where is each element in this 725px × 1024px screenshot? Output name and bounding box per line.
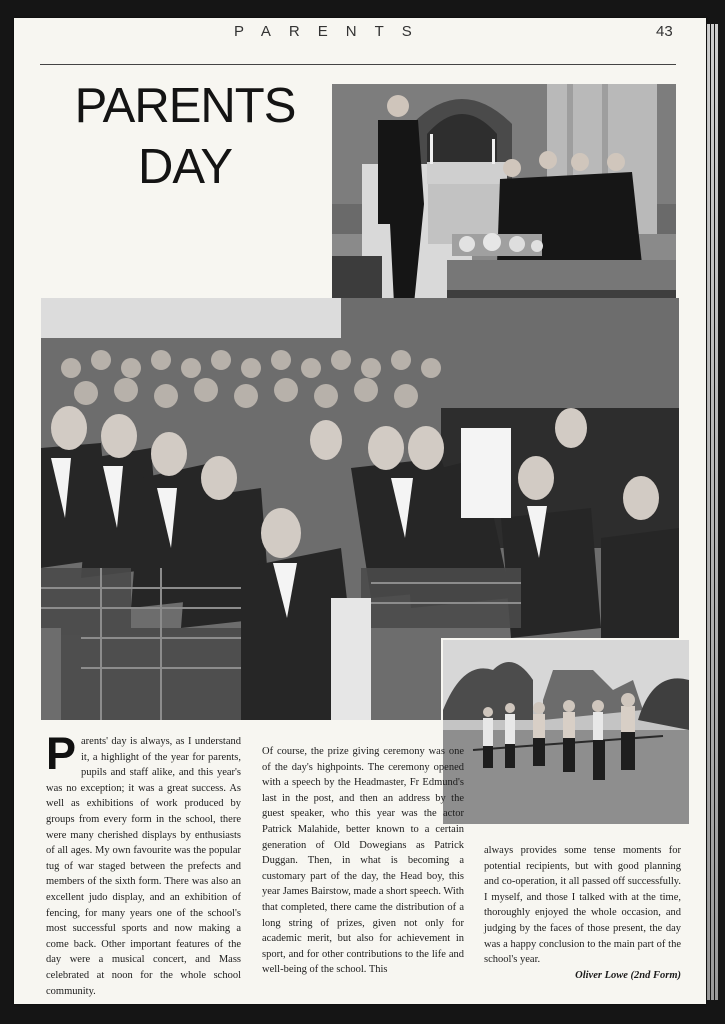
title-line-1: PARENTS <box>74 79 296 133</box>
article-column-2 <box>262 744 464 978</box>
drop-cap: P <box>46 728 77 779</box>
tug-of-war-photo <box>441 638 691 826</box>
header-rule <box>40 64 676 65</box>
article-paragraph-3: always provides some tense moments for potential recipients, but with good planning and co-operation, it all passed off successfully. I myself, and those I talked with at the time, thoroughly enjoyed the whole occasion, and judging by the faces of those present, the day was a happy conclusion to the main part of the school's year. <box>484 845 681 966</box>
article-paragraph-2: Of course, the prize giving ceremony was one of the day's highpoints. The ceremony opened with a speech by the Headmaster, Fr Edmund's last in the post, and then an address by the guest speaker, who this year was the actor Patrick Malahide, better known to a certain generation of Old Dowegians as Patrick Duggan. Then, in what is becoming a customary part of the day, the Head boy, this year James Bairstow, made a short speech. With that completed, there came the distribution of a long string of prizes, given not only for academic merit, but also for achievement in sport, and for other contributions to the life and well-being of the school. This <box>262 746 464 976</box>
article-paragraph-1: arents' day is always, as I understand it, a highlight of the year for parents, pupils and staff alike, and this year's was no exception; it was a great success. As well as exhibitions of work produced by groups from every form in the school, there were many cherished displays by enthusiasts of all ages. My own favourite was the popular tug of war staged between the prefects and members of the sixth form. There was also an excellent judo display, and an exhibition of fencing, for many years one of the school's most successful sports and now making a come back. Other important features of the day were a musical concert, and Mass celebrated at noon for the whole school community. <box>46 736 241 997</box>
title-line-2: DAY <box>137 140 233 194</box>
article-column-1 <box>46 728 241 999</box>
article-column-3 <box>484 843 681 983</box>
author-signature: Oliver Lowe (2nd Form) <box>575 969 681 981</box>
page-title <box>40 76 330 198</box>
page-number: 43 <box>656 23 673 40</box>
section-header: PARENTS <box>234 23 430 40</box>
